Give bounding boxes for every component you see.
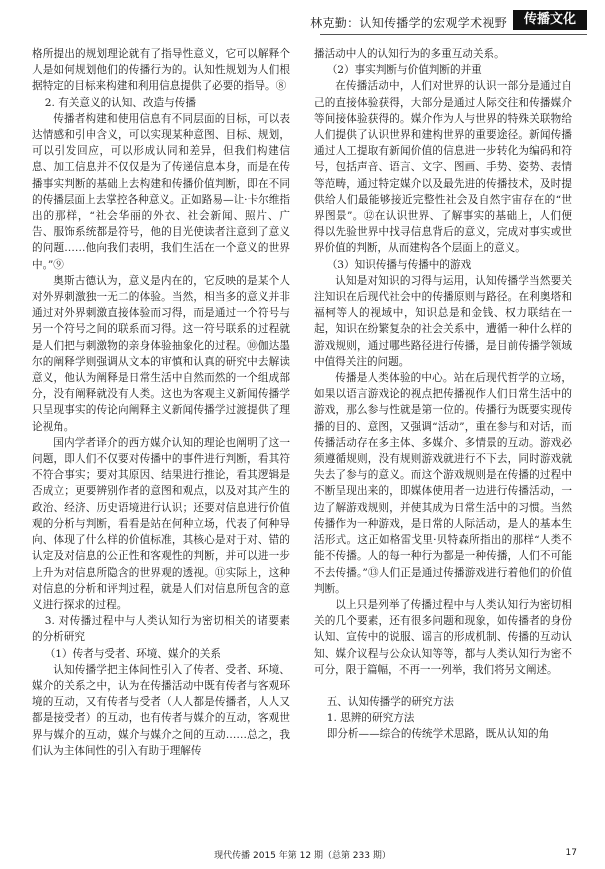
subheading: （2）事实判断与价值判断的并重 bbox=[326, 64, 482, 77]
paragraph: 即分析——综合的传统学术思路，既从认知的角 bbox=[326, 728, 550, 741]
running-header bbox=[0, 8, 605, 34]
paragraph: 传播是人类体验的中心。站在后现代哲学的立场，如果以语言游戏论的视点把传播视作人们日常生活中的游戏，那么参与性就是第一位的。传播行为既要实现传播的目的、意图，又强调“活动”，重在参与和对话，而传播活动存在多主体、多媒介、多情景的互动。游戏必须遵循规则，没有规则游戏就进行不下去，同时游戏就失去了参与的意义。而这个游戏规则是在传播的过程中不断呈现出来的，即媒体使用者一边进行传播活动，一边了解游戏规则，并使其成为日常生活中的习惯。当然传播作为一种游戏，是日常的人际活动，是人的基本生活形式。这正如格雷戈里·贝特森所指出的那样“人类不能不传播。人的每一种行为都是一种传播，人们不可能不去传播。”⑬人们正是通过传播游戏进行着他们的价值判断。 bbox=[314, 372, 572, 595]
subheading: 1. 思辨的研究方法 bbox=[326, 712, 415, 725]
right-column bbox=[314, 46, 572, 743]
paragraph: 传播者构建和使用信息有不同层面的目标，可以表达情感和引申含义，可以实现某种意图、目标、规划，可以引发回应，可以形成认同和差异，但我们构建信息、加工信息并不仅仅是为了传递信息本身，而是在传播事实判断的基础上去构建和传播价值判断，即在不同的传播层面上去掌控各种意义。正如路易—让·卡尔维指出的那样，“社会华丽的外衣、社会新闻、照片、广告、服饰系统都是符号，他的目光使读者注意到了意义的问题……他向我们表明，我们生活在一个意义的世界中。”⑨ bbox=[32, 112, 290, 271]
paragraph: 播活动中人的认知行为的多重互动关系。 bbox=[314, 48, 505, 60]
journal-info: 现代传播 2015 年第 12 期（总第 233 期） bbox=[214, 851, 391, 861]
paragraph: 奥斯古德认为，意义是内在的，它反映的是某个人对外界刺激独一无二的体验。当然，相当多的意义并非通过对外界刺激直接体验而习得，而是通过一个符号与另一个符号之间的联系而习得。这一符号联系的过程就是人们把与刺激物的亲身体验抽象化的过程。⑩伽达墨尔的阐释学则强调从文本的审慎和认真的研究中去解读意义，他认为阐释是日常生活中自然而然的一个组成部分，没有阐释就没有人类。这也为客观主义新闻传播学只呈现事实的传论向阐释主义新闻传播学过渡提供了理论视角。 bbox=[32, 274, 290, 433]
subheading: 2. 有关意义的认知、改造与传播 bbox=[44, 96, 196, 109]
paragraph: 认知传播学把主体间性引入了传者、受者、环境、媒介的关系之中，认为在传播活动中既有传者与客观环境的互动，又有传者与受者（人人都是传播者，人人又都是接受者）的互动，也有传者与媒介的互动，客观世界与媒介的互动，媒介与媒介之间的互动……总之，我们认为主体间性的引入有助于理解传 bbox=[32, 663, 290, 757]
section-heading: 五、认知传播学的研究方法 bbox=[326, 695, 454, 708]
left-column bbox=[32, 46, 290, 759]
subheading: （1）传者与受者、环境、媒介的关系 bbox=[44, 647, 221, 660]
paragraph: 以上只是列举了传播过程中与人类认知行为密切相关的几个要素，还有很多问题和现象，如传播者的身份认知、宣传中的说服、谣言的形成机制、传播的互动认知、媒介议程与公众认知等等，都与人类认知行为密不可分，限于篇幅，不再一一列举，我们将另文阐述。 bbox=[314, 598, 572, 676]
subheading: 3. 对传播过程中与人类认知行为密切相关的诸要素的分析研究 bbox=[32, 615, 290, 644]
paragraph: 认知是对知识的习得与运用，认知传播学当然要关注知识在后现代社会中的传播原则与路径。在利奥塔和福柯等人的视域中，知识总是和金钱、权力联结在一起，知识在纷繁复杂的社会关系中，遭循一种什么样的游戏规则，通过哪些路径进行传播，是目前传播学领域中值得关注的问题。 bbox=[314, 274, 572, 368]
paragraph: 格所提出的规划理论就有了指导性意义，它可以解释个人是如何规划他们的传播行为的。认知性规划为人们根据特定的目标来构建和利用信息提供了必要的指导。⑧ bbox=[32, 48, 290, 93]
section-badge: 传播文化 bbox=[513, 10, 587, 30]
paragraph: 国内学者译介的西方媒介认知的理论也阐明了这一问题，即人们不仅要对传播中的事件进行判断，看其符不符合事实；要对其原因、结果进行推论，看其逻辑是否成立；更要辨别作者的意图和观点，以及对其产生的政治、经济、历史语境进行认识；还要对信息进行价值观的分析与判断，看看是站在何种立场，代表了何种导向、体现了什么样的价值标准，其核心是对于对、错的认定及对信息的公正性和客观性的判断，并可以进一步上升为对信息所隐含的世界观的透视。⑪实际上，这种对信息的分析和评判过程，就是人们对信息所包含的意义进行探求的过程。 bbox=[32, 436, 290, 611]
page-number: 17 bbox=[565, 848, 577, 858]
running-header-title: 林克勤：认知传播学的宏观学术视野 bbox=[310, 16, 507, 30]
paragraph: 在传播活动中，人们对世界的认识一部分是通过自己的直接体验获得，大部分是通过人际交往和传播媒介等间接体验获得的。媒介作为人与世界的特殊关联物给人们提供了认识世界和建构世界的重要途径。新闻传播通过人工提取有新闻价值的信息进一步转化为编码和符号，包括声音、语言、文字、图画、手势、姿势、表情等范畴，通过特定媒介以及最先进的传播技术，及时提供给人们最能够接近完整性社会及自然宇宙存在的“世界图景”。⑫在认识世界、了解事实的基础上，人们便得以先验世界中找寻信息背后的意义，完成对事实或世界价值的判断，从而建构各个层面上的意义。 bbox=[314, 80, 572, 255]
header-rule bbox=[320, 34, 587, 35]
subheading: （3）知识传播与传播中的游戏 bbox=[326, 258, 472, 271]
